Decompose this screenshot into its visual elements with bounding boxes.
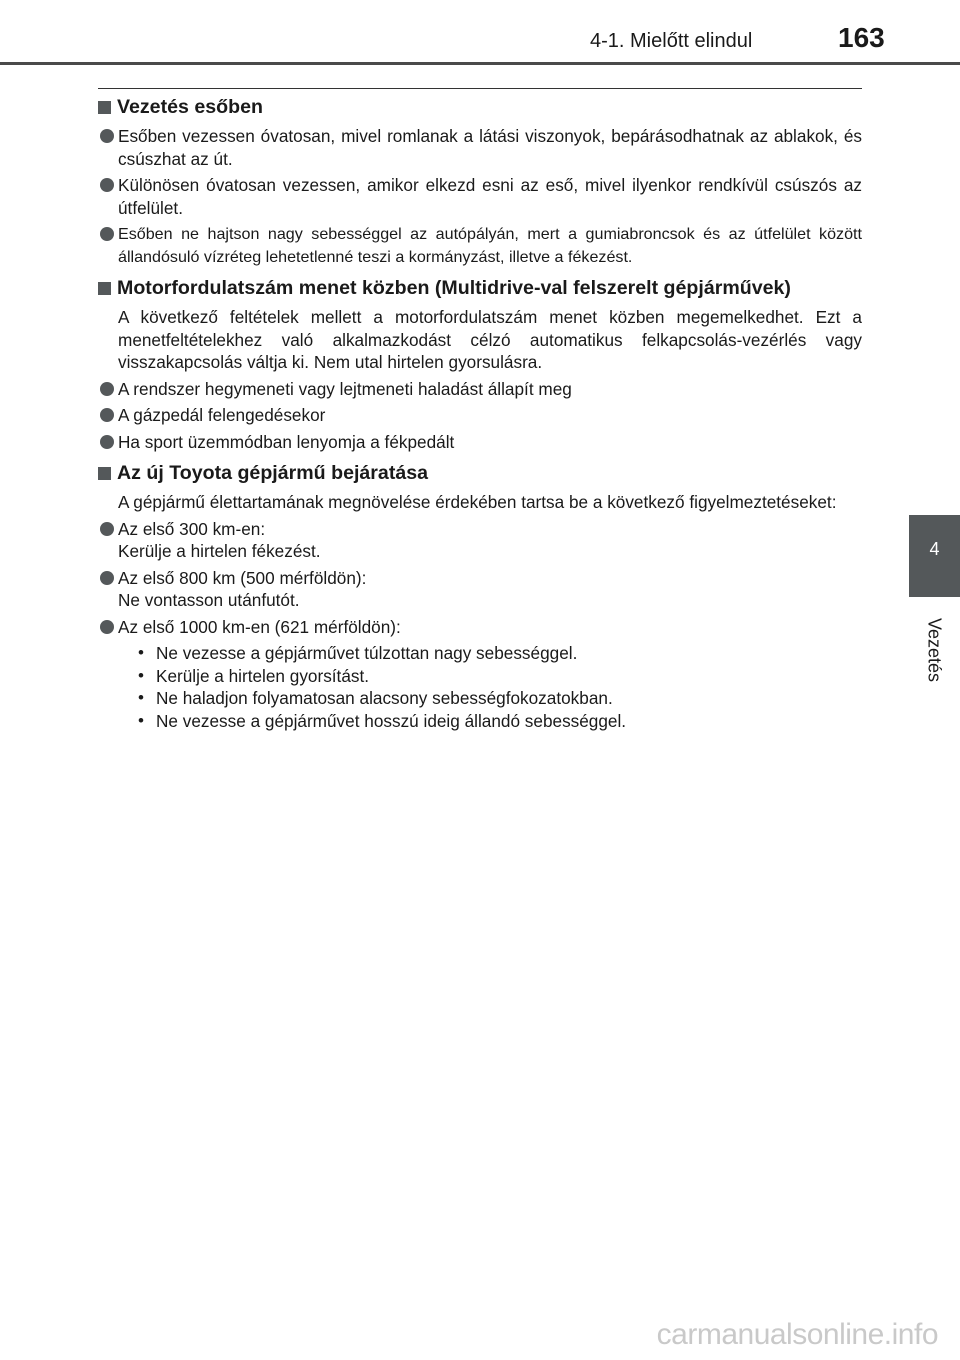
section-intro: A gépjármű élettartamának megnövelése érdekében tartsa be a következő figyelmeztetéseket: xyxy=(118,492,837,512)
circle-bullet-icon xyxy=(100,408,114,422)
list-item xyxy=(98,174,862,219)
circle-bullet-icon xyxy=(100,178,114,192)
sub-list-item-text: Ne vezesse a gépjárművet hosszú ideig állandó sebességgel. xyxy=(156,710,627,731)
list-item xyxy=(98,223,862,268)
sub-list-item-text: Ne haladjon folyamatosan alacsony sebességfokozatokban. xyxy=(156,688,613,708)
section-intro: A következő feltételek mellett a motorfordulatszám menet közben megemelkedhet. Ezt a menetfeltételekhez való alkalmazkodást célzó automatikus felkapcsolás-vezérlés vagy visszakapcsolás váltja ki. Nem utal hirtelen gyorsulásra. xyxy=(118,307,862,372)
list-item-text: Esőben ne hajtson nagy sebességgel az autópályán, mert a gumiabroncsok és az útfelület között állandósuló vízréteg lehetetlenné teszi a kormányzást, illetve a fékezést. xyxy=(118,225,862,266)
list-item-line: Az első 300 km-en: xyxy=(118,518,266,539)
list-item-text: Különösen óvatosan vezessen, amikor elkezd esni az eső, mivel ilyenkor rendkívül csúszós az útfelület. xyxy=(118,175,862,218)
small-bullet-icon: • xyxy=(138,710,144,730)
section-heading xyxy=(98,94,862,120)
list-item xyxy=(98,616,862,639)
list-item-text: Esőben vezessen óvatosan, mivel romlanak a látási viszonyok, bepárásodhatnak az ablakok, és csúszhat az út. xyxy=(118,126,862,169)
page-number: 163 xyxy=(838,22,885,53)
watermark-link[interactable]: carmanualsonline.info xyxy=(656,1318,938,1351)
section-break-in xyxy=(98,460,862,732)
list-item-line: Az első 1000 km-en (621 mérföldön): xyxy=(118,616,401,637)
list-item-text: A rendszer hegymeneti vagy lejtmeneti haladást állapít meg xyxy=(118,378,572,399)
section-heading xyxy=(98,275,862,301)
section-heading-text: Vezetés esőben xyxy=(117,96,263,118)
list-item-line: Az első 800 km (500 mérföldön): xyxy=(118,567,367,588)
section-driving-in-rain xyxy=(98,94,862,268)
list-item xyxy=(98,125,862,170)
small-bullet-icon: • xyxy=(138,665,144,685)
sub-list-item xyxy=(138,665,862,688)
list-item-line: Kerülje a hirtelen fékezést. xyxy=(118,541,321,561)
small-bullet-icon: • xyxy=(138,643,144,662)
circle-bullet-icon xyxy=(100,227,114,241)
sub-list-item xyxy=(138,710,862,733)
chapter-tab-label: Vezetés xyxy=(924,617,945,683)
small-bullet-icon: • xyxy=(138,688,144,707)
sub-list-item xyxy=(138,687,862,710)
square-bullet-icon xyxy=(98,282,111,295)
header-rule xyxy=(0,62,960,65)
circle-bullet-icon xyxy=(100,435,114,449)
page-content xyxy=(98,94,862,739)
list-item-text: A gázpedál felengedésekor xyxy=(118,405,326,425)
section-heading xyxy=(98,460,862,486)
circle-bullet-icon xyxy=(100,382,114,396)
circle-bullet-icon xyxy=(100,620,114,634)
section-heading-text: Motorfordulatszám menet közben (Multidrive-val felszerelt gépjárművek) xyxy=(117,277,791,299)
list-item xyxy=(98,567,862,612)
circle-bullet-icon xyxy=(100,129,114,143)
list-item-line: Ne vontasson utánfutót. xyxy=(118,590,300,610)
section-engine-speed xyxy=(98,275,862,453)
circle-bullet-icon xyxy=(100,571,114,585)
sub-list-item xyxy=(138,642,862,665)
square-bullet-icon xyxy=(98,101,111,114)
square-bullet-icon xyxy=(98,467,111,480)
list-item xyxy=(98,431,862,454)
section-heading-text: Az új Toyota gépjármű bejáratása xyxy=(117,462,429,484)
list-item xyxy=(98,518,862,563)
circle-bullet-icon xyxy=(100,522,114,536)
content-rule xyxy=(98,88,862,89)
chapter-tab xyxy=(909,515,960,597)
list-item-text: Ha sport üzemmódban lenyomja a fékpedált xyxy=(118,431,455,452)
chapter-title: 4-1. Mielőtt elindul xyxy=(590,30,753,52)
sub-list xyxy=(98,642,862,732)
sub-list-item-text: Kerülje a hirtelen gyorsítást. xyxy=(156,665,370,686)
list-item xyxy=(98,378,862,401)
list-item xyxy=(98,404,862,427)
sub-list-item-text: Ne vezesse a gépjárművet túlzottan nagy sebességgel. xyxy=(156,643,578,663)
chapter-tab-number: 4 xyxy=(929,539,940,559)
